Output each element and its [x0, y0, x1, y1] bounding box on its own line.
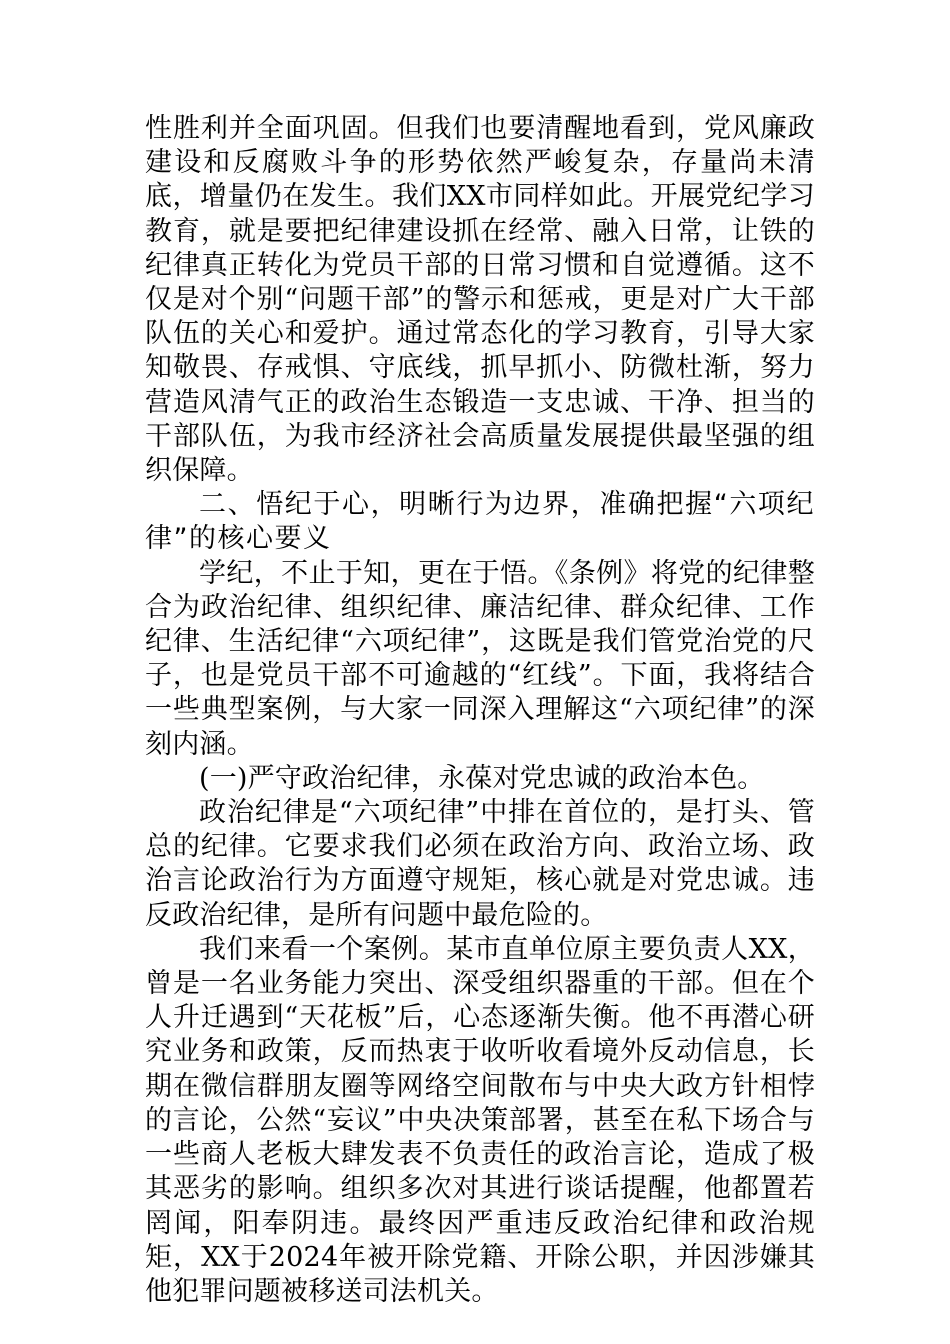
body-paragraph: 政治纪律是“六项纪律”中排在首位的，是打头、管总的纪律。它要求我们必须在政治方向、政治立场、政治言论政治行为方面遵守规矩，核心就是对党忠诚。违反政治纪律，是所有问题中最危险的。: [145, 797, 815, 931]
case-paragraph: 我们来看一个案例。某市直单位原主要负责人XX，曾是一名业务能力突出、深受组织器重的干部。但在个人升迁遇到“天花板”后，心态逐渐失衡。他不再潜心研究业务和政策，反而热衷于收听收看境外反动信息，长期在微信群朋友圈等网络空间散布与中央大政方针相悖的言论，公然“妄议”中央决策部署，甚至在私下场合与一些商人老板大肆发表不负责任的政治言论，造成了极其恶劣的影响。组织多次对其进行谈话提醒，他都置若罔闻，阳奉阴违。最终因严重违反政治纪律和政治规矩，XX于2024年被开除党籍、开除公职，并因涉嫌其他犯罪问题被移送司法机关。: [145, 933, 815, 1307]
body-paragraph-continued: 性胜利并全面巩固。但我们也要清醒地看到，党风廉政建设和反腐败斗争的形势依然严峻复杂，存量尚未清底，增量仍在发生。我们XX市同样如此。开展党纪学习教育，就是要把纪律建设抓在经常、融入日常，让铁的纪律真正转化为党员干部的日常习惯和自觉遵循。这不仅是对个别“问题干部”的警示和惩戒，更是对广大干部队伍的关心和爱护。通过常态化的学习教育，引导大家知敬畏、存戒惧、守底线，抓早抓小、防微杜渐，努力营造风清气正的政治生态锻造一支忠诚、干净、担当的干部队伍，为我市经济社会高质量发展提供最坚强的组织保障。: [145, 113, 815, 487]
document-page: [145, 112, 815, 1309]
body-paragraph: 学纪，不止于知，更在于悟。《条例》将党的纪律整合为政治纪律、组织纪律、廉洁纪律、群众纪律、工作纪律、生活纪律“六项纪律”，这既是我们管党治党的尺子，也是党员干部不可逾越的“红线”。下面，我将结合一些典型案例，与大家一同深入理解这“六项纪律”的深刻内涵。: [145, 557, 815, 760]
section-heading: 二、悟纪于心，明晰行为边界，准确把握“六项纪律”的核心要义: [145, 489, 815, 555]
subsection-heading: (一)严守政治纪律，永葆对党忠诚的政治本色。: [199, 762, 765, 794]
